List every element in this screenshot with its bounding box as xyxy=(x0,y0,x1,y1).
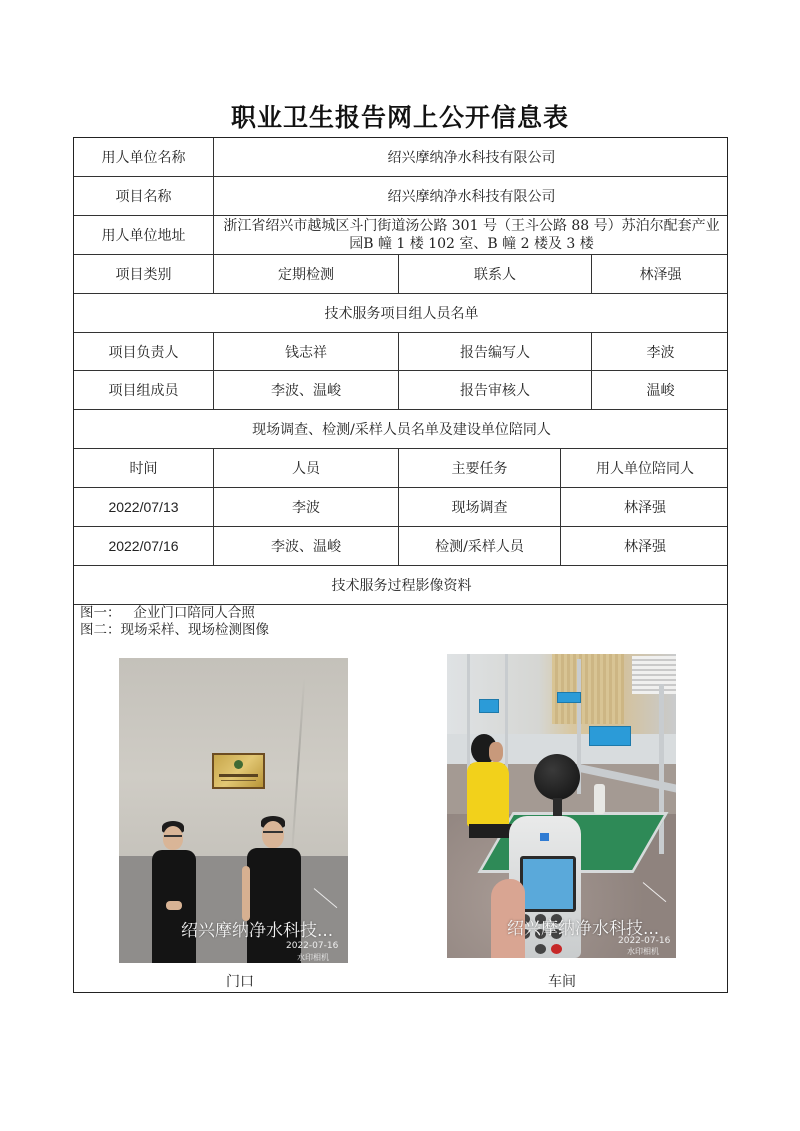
row-employer-name xyxy=(74,138,727,177)
employer-name-value: 绍兴摩纳净水科技有限公司 xyxy=(213,138,729,176)
visit-date: 2022/07/16 xyxy=(108,538,179,554)
address-value: 浙江省绍兴市越城区斗门街道汤公路 301 号（王斗公路 88 号）苏泊尔配套产业园B 幢 1 楼 102 室、B 幢 2 楼及 3 楼 xyxy=(213,216,729,254)
images-section-title: 技术服务过程影像资料 xyxy=(331,578,472,594)
table-row xyxy=(74,488,727,527)
visit-personnel: 李波、温峻 xyxy=(213,527,398,565)
visit-date: 2022/07/13 xyxy=(108,499,179,515)
page-title: 职业卫生报告网上公开信息表 xyxy=(230,103,569,132)
visit-escort: 林泽强 xyxy=(560,488,729,526)
visit-task: 现场调查 xyxy=(398,488,560,526)
photo-date: 2022-07-16 xyxy=(618,936,671,946)
leader-value: 钱志祥 xyxy=(213,333,398,370)
photo-watermark: 绍兴摩纳净水科技... xyxy=(181,921,334,941)
writer-value: 李波 xyxy=(591,333,729,370)
category-value: 定期检测 xyxy=(213,255,398,293)
header-time: 时间 xyxy=(129,461,158,477)
camera-app-label: 水印相机 xyxy=(297,953,329,962)
header-task: 主要任务 xyxy=(398,449,560,487)
row-category xyxy=(74,255,727,294)
row-address xyxy=(74,216,727,255)
leader-label: 项目负责人 xyxy=(108,344,179,361)
project-name-value: 绍兴摩纳净水科技有限公司 xyxy=(213,177,729,215)
site-section-title: 现场调查、检测/采样人员名单及建设单位陪同人 xyxy=(252,422,551,438)
photo-workshop xyxy=(447,654,676,958)
visit-escort: 林泽强 xyxy=(560,527,729,565)
table-row xyxy=(74,527,727,566)
photo-label-workshop: 车间 xyxy=(548,974,576,990)
team-section-title: 技术服务项目组人员名单 xyxy=(324,306,479,322)
photo-watermark: 绍兴摩纳净水科技... xyxy=(507,919,660,939)
photo-date: 2022-07-16 xyxy=(286,941,339,951)
contact-label: 联系人 xyxy=(398,255,591,293)
reviewer-label: 报告审核人 xyxy=(398,371,591,409)
caption-2: 图二：现场采样、现场检测图像 xyxy=(80,622,269,638)
contact-value: 林泽强 xyxy=(591,255,729,293)
members-value: 李波、温峻 xyxy=(213,371,398,409)
row-project-name xyxy=(74,177,727,216)
site-table-header xyxy=(74,449,727,488)
employer-name-label: 用人单位名称 xyxy=(101,150,186,166)
photo-label-entrance: 门口 xyxy=(226,974,254,990)
visit-personnel: 李波 xyxy=(213,488,398,526)
photo-entrance xyxy=(119,658,348,963)
row-site-title xyxy=(74,410,727,449)
row-members xyxy=(74,371,727,410)
row-images-title xyxy=(74,566,727,605)
members-label: 项目组成员 xyxy=(108,383,179,399)
writer-label: 报告编写人 xyxy=(398,333,591,370)
caption-1: 图一： 企业门口陪同人合照 xyxy=(80,605,255,621)
camera-app-label: 水印相机 xyxy=(627,947,659,956)
reviewer-value: 温峻 xyxy=(591,371,729,409)
header-escort: 用人单位陪同人 xyxy=(560,449,729,487)
image-captions xyxy=(80,605,269,639)
row-team-title xyxy=(74,294,727,333)
company-plaque xyxy=(212,753,265,789)
row-leader xyxy=(74,333,727,371)
header-personnel: 人员 xyxy=(213,449,398,487)
visit-task: 检测/采样人员 xyxy=(398,527,560,565)
project-name-label: 项目名称 xyxy=(115,189,172,205)
microphone-icon xyxy=(534,754,580,800)
info-table xyxy=(73,137,728,993)
address-label: 用人单位地址 xyxy=(101,228,186,244)
category-label: 项目类别 xyxy=(115,267,172,283)
